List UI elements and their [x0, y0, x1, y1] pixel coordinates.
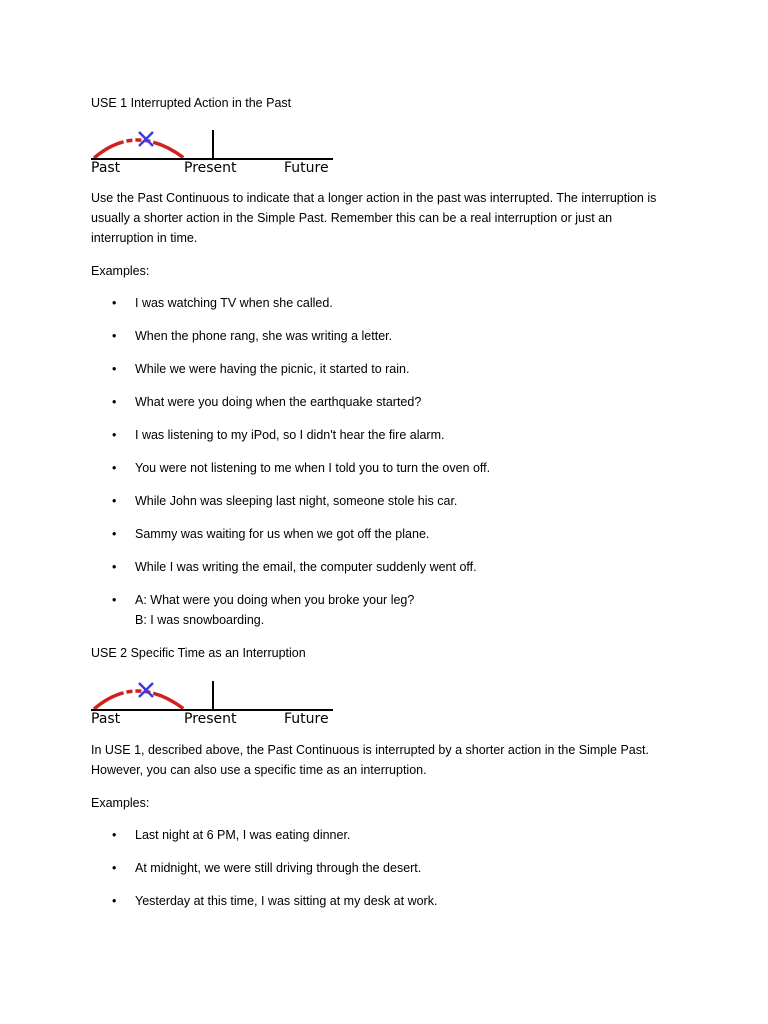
- section-2-description: [91, 740, 681, 780]
- section-1-timeline: [88, 128, 338, 176]
- example-text: What were you doing when the earthquake started?: [135, 395, 422, 409]
- section-1-examples-label: Examples:: [91, 264, 150, 278]
- timeline-label-future: Future: [284, 711, 329, 727]
- description-line: In USE 1, described above, the Past Continuous is interrupted by a shorter action in the Simple Past.: [91, 743, 649, 757]
- description-line: Use the Past Continuous to indicate that a longer action in the past was interrupted. The interruption is: [91, 191, 657, 205]
- bullet: •: [112, 560, 117, 574]
- bullet: •: [112, 527, 117, 541]
- bullet: •: [112, 861, 117, 875]
- timeline-label-present: Present: [184, 711, 237, 727]
- example-text: When the phone rang, she was writing a letter.: [135, 329, 393, 343]
- example-text: I was listening to my iPod, so I didn't hear the fire alarm.: [135, 428, 445, 442]
- timeline-label-past: Past: [91, 711, 121, 727]
- bullet: •: [112, 329, 117, 343]
- timeline-label-future: Future: [284, 160, 329, 176]
- section-1-heading: USE 1 Interrupted Action in the Past: [91, 96, 292, 110]
- bullet: •: [112, 593, 117, 607]
- bullet: •: [112, 296, 117, 310]
- timeline-diagram: [88, 679, 338, 729]
- example-text: Last night at 6 PM, I was eating dinner.: [135, 828, 351, 842]
- section-2-heading: USE 2 Specific Time as an Interruption: [91, 646, 306, 660]
- bullet: •: [112, 461, 117, 475]
- example-text: Yesterday at this time, I was sitting at my desk at work.: [135, 894, 438, 908]
- example-text: You were not listening to me when I told you to turn the oven off.: [135, 461, 491, 475]
- bullet: •: [112, 494, 117, 508]
- timeline-label-present: Present: [184, 160, 237, 176]
- timeline-diagram: [88, 128, 338, 178]
- section-2-examples-label: Examples:: [91, 796, 150, 810]
- bullet: •: [112, 428, 117, 442]
- timeline-arc: [94, 691, 184, 709]
- example-text: While John was sleeping last night, someone stole his car.: [135, 494, 458, 508]
- example-text: I was watching TV when she called.: [135, 296, 333, 310]
- bullet: •: [112, 395, 117, 409]
- description-line: However, you can also use a specific time as an interruption.: [91, 763, 427, 777]
- example-text: B: I was snowboarding.: [135, 613, 265, 627]
- bullet: •: [112, 894, 117, 908]
- bullet: •: [112, 362, 117, 376]
- example-text: Sammy was waiting for us when we got off the plane.: [135, 527, 430, 541]
- timeline-label-past: Past: [91, 160, 121, 176]
- section-1-description: [91, 188, 681, 248]
- bullet: •: [112, 828, 117, 842]
- example-text: While I was writing the email, the computer suddenly went off.: [135, 560, 477, 574]
- section-2-timeline: [88, 679, 338, 727]
- timeline-arc: [94, 140, 184, 158]
- description-line: usually a shorter action in the Simple Past. Remember this can be a real interruption or just an: [91, 211, 613, 225]
- example-text: While we were having the picnic, it started to rain.: [135, 362, 410, 376]
- description-line: interruption in time.: [91, 231, 198, 245]
- example-text: A: What were you doing when you broke your leg?: [135, 593, 415, 607]
- example-text: At midnight, we were still driving through the desert.: [135, 861, 422, 875]
